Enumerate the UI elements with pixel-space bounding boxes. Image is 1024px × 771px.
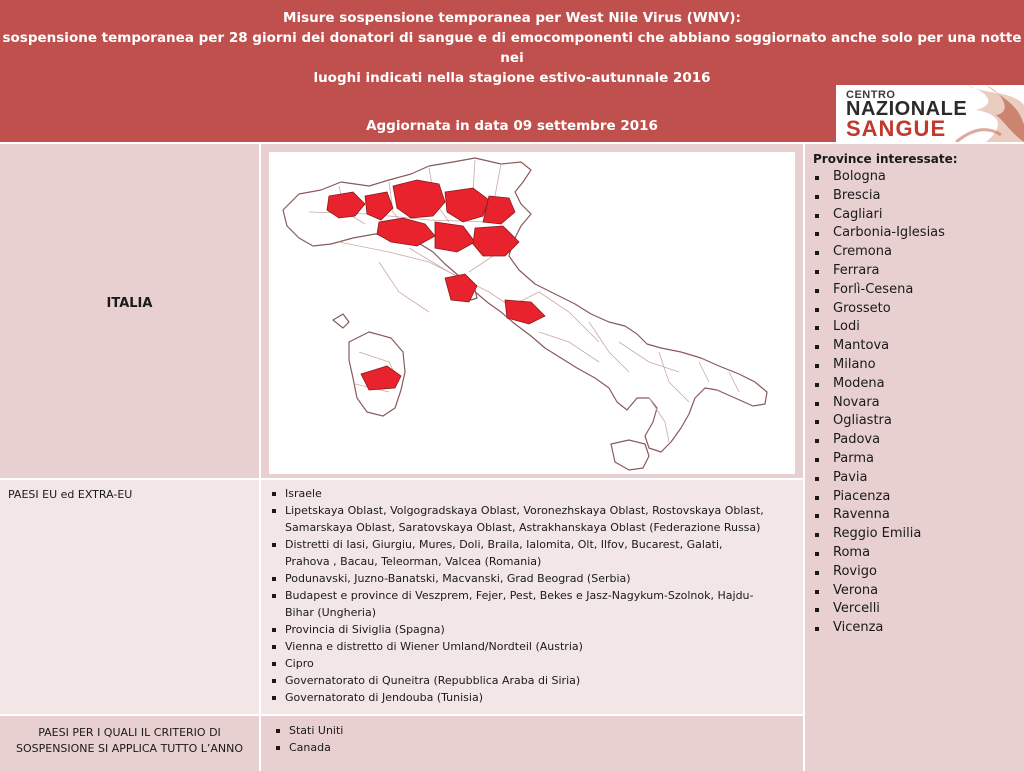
list-item: Parma [813,450,945,469]
anno-label-line-2: SOSPENSIONE SI APPLICA TUTTO L’ANNO [15,742,244,755]
italy-map-graphic [269,152,795,474]
logo-line-3: SANGUE [846,116,947,141]
list-item: Grosseto [813,300,945,319]
list-item: Mantova [813,337,945,356]
italia-label-cell [0,144,259,478]
list-item [269,655,795,672]
provinces-heading: Province interessate: [813,152,958,166]
list-item: Piacenza [813,488,945,507]
list-item [269,638,795,655]
anno-label-line-1: PAESI PER I QUALI IL CRITERIO DI [38,726,221,739]
list-item: Vicenza [813,619,945,638]
list-item [269,672,795,689]
update-date: Aggiornata in data 09 settembre 2016 [366,118,658,134]
logo-line-2: NAZIONALE [846,98,968,120]
italy-map [269,152,795,474]
provinces-list [813,168,945,638]
list-item-line: Prahova , Bacau, Teleorman, Valcea (Romania) [285,555,542,568]
centro-nazionale-sangue-logo [836,85,1024,142]
list-item-line: Bihar (Ungheria) [285,606,376,619]
list-item-line: Governatorato di Quneitra (Repubblica Araba di Siria) [285,674,581,687]
list-item [269,621,795,638]
list-item-line: Vienna e distretto di Wiener Umland/Nordteil (Austria) [285,640,583,653]
list-item: Padova [813,431,945,450]
list-item: Cagliari [813,206,945,225]
italia-map-cell [261,144,803,478]
paesi-label: PAESI EU ed EXTRA-EU [8,488,133,501]
list-item-line: Samarskaya Oblast, Saratovskaya Oblast, Astrakhanskaya Oblast (Federazione Russa) [285,521,761,534]
list-item: Cremona [813,243,945,262]
list-item: Brescia [813,187,945,206]
list-item: Canada [273,739,343,756]
list-item: Stati Uniti [273,722,343,739]
list-item-line: Budapest e province di Veszprem, Fejer, Pest, Bekes e Jasz-Nagykum-Szolnok, Hajdu- [285,589,754,602]
list-item: Verona [813,582,945,601]
list-item-line: Distretti di Iasi, Giurgiu, Mures, Doli, Braila, Ialomita, Olt, Ilfov, Bucarest, Galati, [285,538,723,551]
list-item-line: Israele [285,487,322,500]
logo-line-1: CENTRO [846,89,896,101]
list-item: Ogliastra [813,412,945,431]
list-item: Ferrara [813,262,945,281]
paesi-list [269,485,795,706]
list-item: Vercelli [813,600,945,619]
list-item: Carbonia-Iglesias [813,224,945,243]
list-item: Bologna [813,168,945,187]
list-item [269,689,795,706]
list-item: Milano [813,356,945,375]
anno-list [273,722,343,756]
provinces-cell [805,144,1024,771]
list-item [269,536,795,570]
paesi-list-cell [261,480,803,714]
list-item: Forlì-Cesena [813,281,945,300]
list-item-line: Podunavski, Juzno-Banatski, Macvanski, Grad Beograd (Serbia) [285,572,631,585]
paesi-label-cell [0,480,259,714]
anno-label-cell [0,716,259,771]
title-line-1: Misure sospensione temporanea per West Nile Virus (WNV): [283,10,741,26]
page-title [0,8,1024,88]
list-item: Roma [813,544,945,563]
list-item [269,587,795,621]
list-item [269,570,795,587]
list-item-line: Lipetskaya Oblast, Volgogradskaya Oblast, Voronezhskaya Oblast, Rostovskaya Oblast, [285,504,764,517]
italia-label: ITALIA [106,296,153,311]
list-item-line: Cipro [285,657,314,670]
list-item: Pavia [813,469,945,488]
list-item: Modena [813,375,945,394]
list-item [269,502,795,536]
list-item [269,485,795,502]
anno-list-cell [261,716,803,771]
header-banner [0,0,1024,142]
list-item: Ravenna [813,506,945,525]
anno-label [0,725,259,757]
list-item-line: Governatorato di Jendouba (Tunisia) [285,691,483,704]
title-line-2: sospensione temporanea per 28 giorni dei donatori di sangue e di emocomponenti che abbiano soggiornato anche solo per una notte nei [2,30,1022,66]
title-line-3: luoghi indicati nella stagione estivo-autunnale 2016 [313,70,711,86]
list-item-line: Provincia di Siviglia (Spagna) [285,623,445,636]
list-item: Novara [813,394,945,413]
list-item: Rovigo [813,563,945,582]
list-item: Lodi [813,318,945,337]
list-item: Reggio Emilia [813,525,945,544]
